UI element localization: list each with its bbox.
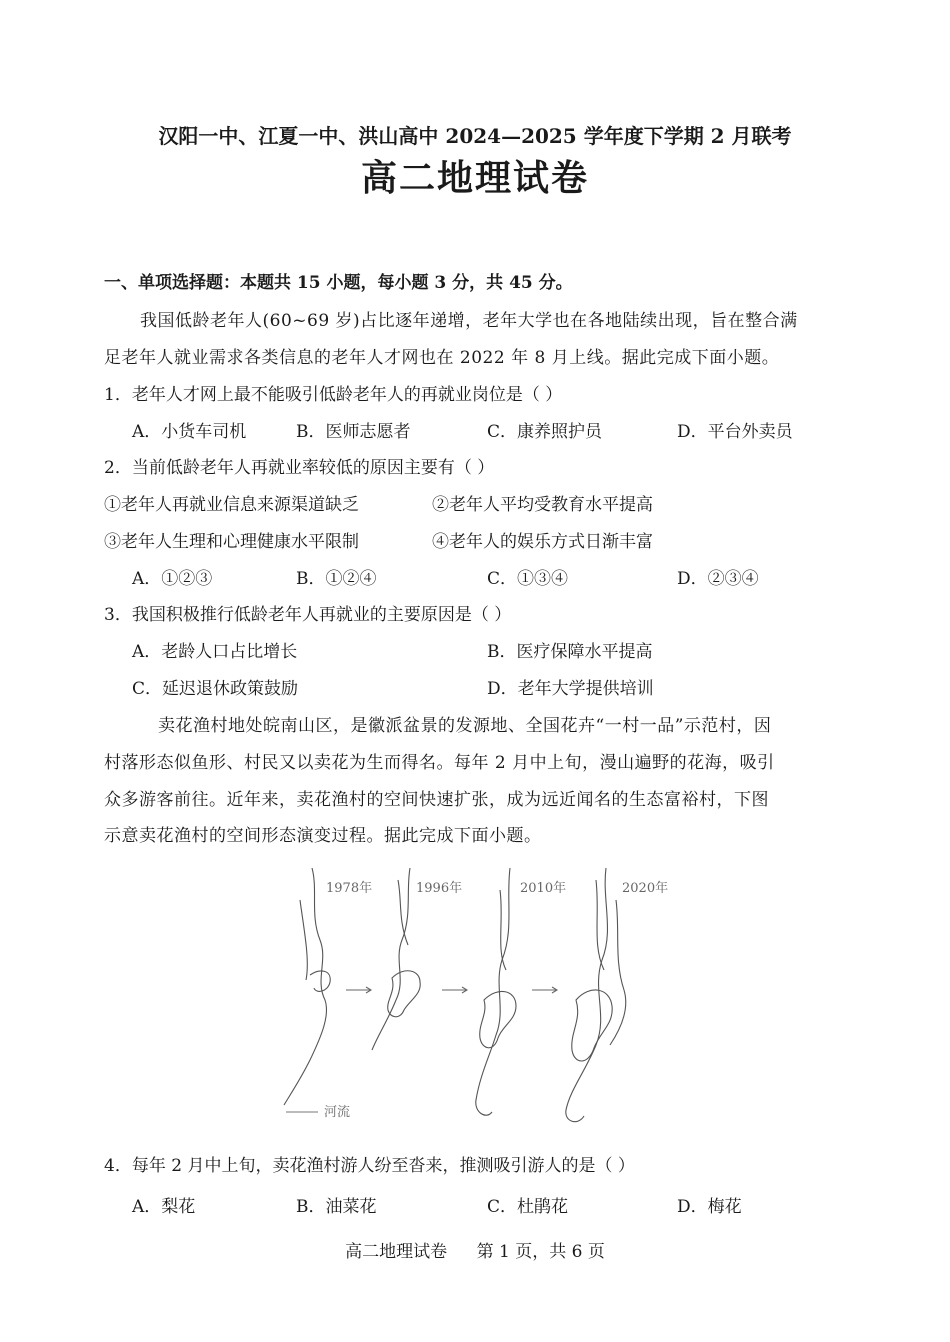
- q2-option-c[interactable]: C．①③④: [487, 569, 569, 589]
- q2-item-4: ④老年人的娱乐方式日渐丰富: [432, 532, 653, 552]
- q4-option-b[interactable]: B．油菜花: [296, 1197, 377, 1217]
- exam-subtitle: 汉阳一中、江夏一中、洪山高中 2024—2025 学年度下学期 2 月联考: [158, 124, 792, 148]
- arrows: [346, 987, 557, 993]
- year-label-2010: 2010年: [520, 881, 567, 896]
- q2-option-d[interactable]: D．②③④: [677, 569, 759, 589]
- panel-2010: [476, 868, 516, 1115]
- q2-stem: 2．当前低龄老年人再就业率较低的原因主要有（ ）: [104, 458, 495, 478]
- village-1996-shape: [388, 971, 420, 1017]
- passage1-line1: 我国低龄老年人(60~69 岁)占比逐年递增，老年大学也在各地陆续出现，旨在整合满: [140, 311, 798, 331]
- q4-option-d[interactable]: D．梅花: [677, 1197, 742, 1217]
- q4-stem: 4．每年 2 月中上旬，卖花渔村游人纷至沓来，推测吸引游人的是（ ）: [104, 1156, 635, 1176]
- exam-title: 高二地理试卷: [360, 157, 589, 199]
- q4-option-a[interactable]: A．梨花: [132, 1197, 196, 1217]
- q2-item-2: ②老年人平均受教育水平提高: [432, 495, 653, 515]
- passage2-line4: 示意卖花渔村的空间形态演变过程。据此完成下面小题。: [104, 826, 542, 846]
- panel-1978: [284, 868, 330, 1105]
- village-1978-shape: [310, 971, 330, 991]
- passage2-line2: 村落形态似鱼形、村民又以卖花为生而得名。每年 2 月中上旬，漫山遍野的花海，吸引: [104, 753, 775, 773]
- legend-river-label: 河流: [324, 1105, 351, 1120]
- q3-option-d[interactable]: D．老年大学提供培训: [487, 679, 654, 699]
- q2-item-3: ③老年人生理和心理健康水平限制: [104, 532, 359, 552]
- village-2010-shape: [480, 991, 516, 1047]
- footer-exam-name: 高二地理试卷: [345, 1242, 448, 1262]
- panel-1996: [372, 868, 420, 1050]
- q3-option-a[interactable]: A．老龄人口占比增长: [132, 642, 298, 662]
- q3-option-b[interactable]: B．医疗保障水平提高: [487, 642, 653, 662]
- q2-option-a[interactable]: A．①②③: [132, 569, 213, 589]
- year-label-1996: 1996年: [416, 881, 463, 896]
- q1-option-a[interactable]: A．小货车司机: [132, 422, 247, 442]
- q2-option-b[interactable]: B．①②④: [296, 569, 377, 589]
- q4-option-c[interactable]: C．杜鹃花: [487, 1197, 569, 1217]
- passage2-line3: 众多游客前往。近年来，卖花渔村的空间快速扩张，成为远近闻名的生态富裕村，下图: [104, 790, 769, 810]
- footer-page-number: 第 1 页，共 6 页: [476, 1242, 605, 1262]
- village-evolution-figure: [270, 860, 700, 1130]
- q1-option-d[interactable]: D．平台外卖员: [677, 422, 793, 442]
- q3-stem: 3．我国积极推行低龄老年人再就业的主要原因是（ ）: [104, 605, 512, 625]
- q1-option-b[interactable]: B．医师志愿者: [296, 422, 411, 442]
- page-footer: [0, 1237, 950, 1262]
- q1-option-c[interactable]: C．康养照护员: [487, 422, 603, 442]
- village-2020-shape: [572, 990, 612, 1061]
- q1-stem: 1．老年人才网上最不能吸引低龄老年人的再就业岗位是（ ）: [104, 385, 563, 405]
- passage1-line2: 足老年人就业需求各类信息的老年人才网也在 2022 年 8 月上线。据此完成下面小题。: [104, 348, 780, 368]
- panel-2020: [566, 868, 626, 1122]
- section-heading: 一、单项选择题：本题共 15 小题，每小题 3 分，共 45 分。: [104, 273, 573, 293]
- year-label-2020: 2020年: [622, 881, 669, 896]
- passage2-line1: 卖花渔村地处皖南山区，是徽派盆景的发源地、全国花卉“一村一品”示范村，因: [158, 716, 772, 736]
- q2-item-1: ①老年人再就业信息来源渠道缺乏: [104, 495, 359, 515]
- year-label-1978: 1978年: [326, 881, 373, 896]
- q3-option-c[interactable]: C．延迟退休政策鼓励: [132, 679, 299, 699]
